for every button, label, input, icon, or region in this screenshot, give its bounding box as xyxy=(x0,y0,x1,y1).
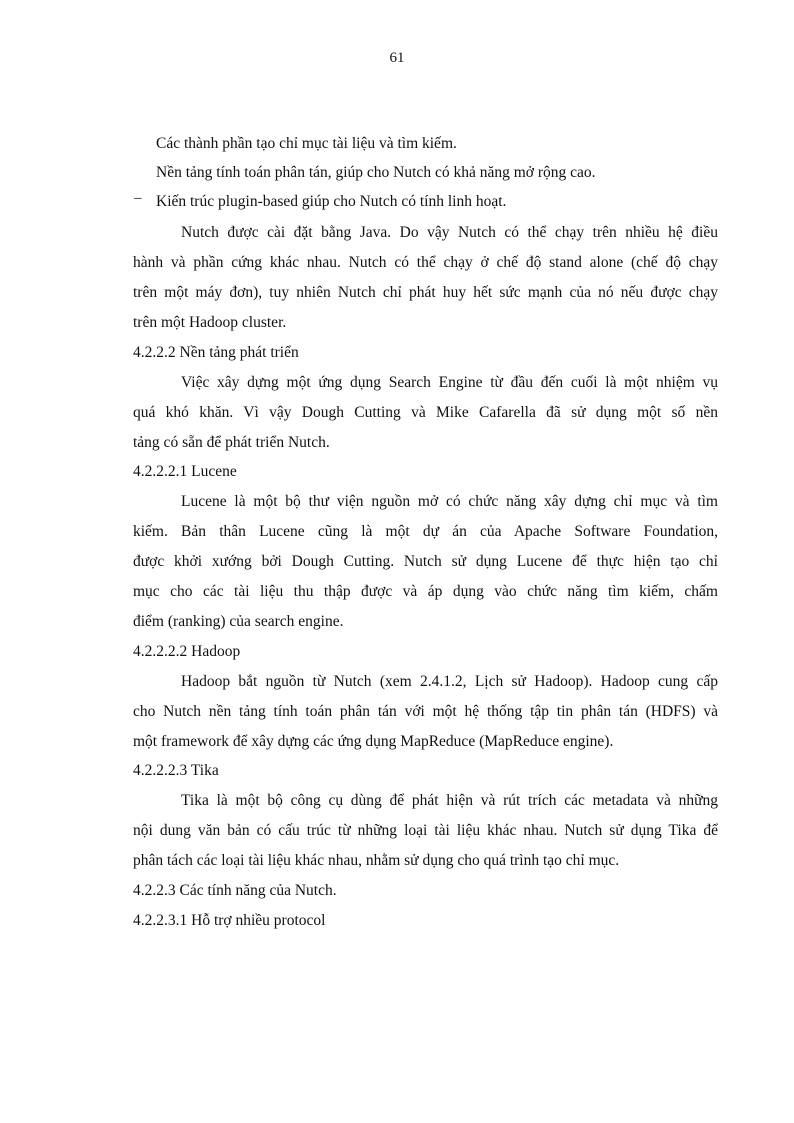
section-heading: 4.2.2.3 Các tính năng của Nutch. xyxy=(133,882,337,899)
bullet-item: Kiến trúc plugin-based giúp cho Nutch có tính linh hoạt. xyxy=(156,193,507,210)
paragraph-line: Tika là một bộ công cụ dùng để phát hiện và rút trích các metadata và những xyxy=(181,792,718,809)
section-heading: 4.2.2.2.1 Lucene xyxy=(133,463,237,480)
section-heading: 4.2.2.2 Nền tảng phát triển xyxy=(133,344,299,361)
bullet-item: Các thành phần tạo chỉ mục tài liệu và tìm kiếm. xyxy=(156,135,457,152)
paragraph-line: Hadoop bắt nguồn từ Nutch (xem 2.4.1.2, Lịch sử Hadoop). Hadoop cung cấp xyxy=(181,673,718,690)
bullet-item: Nền tảng tính toán phân tán, giúp cho Nutch có khả năng mở rộng cao. xyxy=(156,164,596,181)
page-number: 61 xyxy=(389,50,405,66)
paragraph-line: tảng có sẵn để phát triển Nutch. xyxy=(133,434,330,451)
paragraph-line: được khởi xướng bởi Dough Cutting. Nutch sử dụng Lucene để thực hiện tạo chỉ xyxy=(133,553,718,570)
paragraph-line: nội dung văn bản có cấu trúc từ những loại tài liệu khác nhau. Nutch sử dụng Tika để xyxy=(133,822,718,839)
paragraph-line: hành và phần cứng khác nhau. Nutch có thể chạy ở chế độ stand alone (chế độ chạy xyxy=(133,254,718,271)
section-heading: 4.2.2.3.1 Hỗ trợ nhiều protocol xyxy=(133,912,326,929)
paragraph-line: trên một Hadoop cluster. xyxy=(133,314,287,331)
paragraph-line: cho Nutch nền tảng tính toán phân tán với một hệ thống tập tin phân tán (HDFS) và xyxy=(133,703,718,720)
paragraph-line: trên một máy đơn), tuy nhiên Nutch chỉ phát huy hết sức mạnh của nó nếu được chạy xyxy=(133,284,718,301)
paragraph-line: Việc xây dựng một ứng dụng Search Engine từ đầu đến cuối là một nhiệm vụ xyxy=(181,374,718,391)
section-heading: 4.2.2.2.2 Hadoop xyxy=(133,643,241,660)
section-heading: 4.2.2.2.3 Tika xyxy=(133,762,219,779)
paragraph-line: điểm (ranking) của search engine. xyxy=(133,613,344,630)
bullet-dash: – xyxy=(134,190,142,206)
paragraph-line: phân tách các loại tài liệu khác nhau, nhằm sử dụng cho quá trình tạo chỉ mục. xyxy=(133,852,620,869)
paragraph-line: kiếm. Bản thân Lucene cũng là một dự án của Apache Software Foundation, xyxy=(133,523,718,540)
paragraph-line: một framework để xây dựng các ứng dụng MapReduce (MapReduce engine). xyxy=(133,733,614,750)
paragraph-line: Nutch được cài đặt bằng Java. Do vậy Nutch có thể chạy trên nhiều hệ điều xyxy=(181,224,718,241)
paragraph-line: Lucene là một bộ thư viện nguồn mở có chức năng xây dựng chỉ mục và tìm xyxy=(181,493,718,510)
paragraph-line: quá khó khăn. Vì vậy Dough Cutting và Mike Cafarella đã sử dụng một số nền xyxy=(133,404,718,421)
paragraph-line: mục cho các tài liệu thu thập được và áp dụng vào chức năng tìm kiếm, chấm xyxy=(133,583,718,600)
